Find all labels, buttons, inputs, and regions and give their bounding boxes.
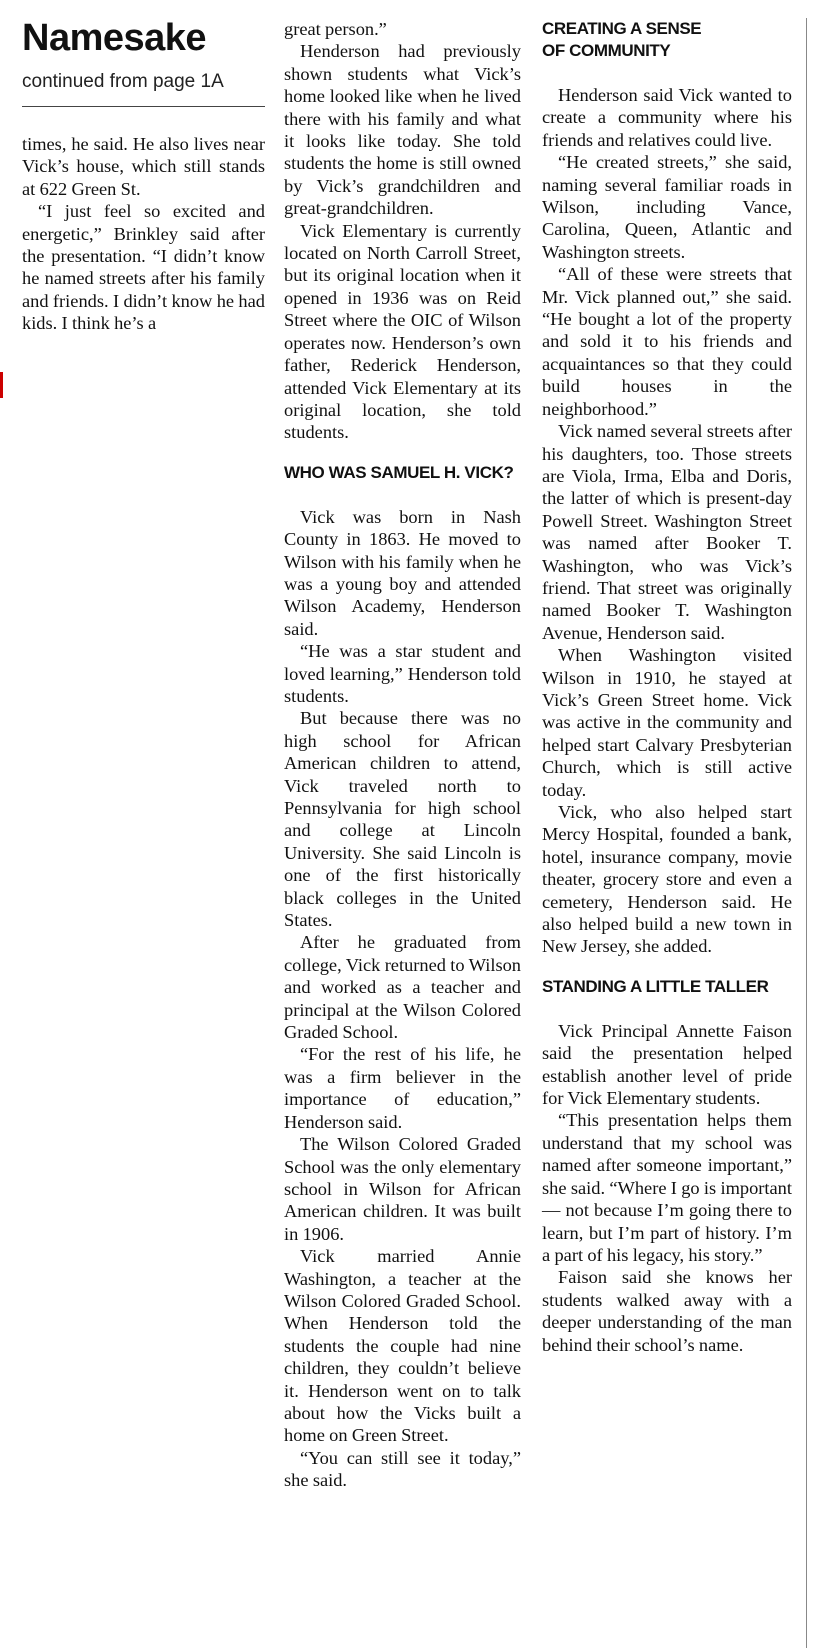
paragraph: “He was a star student and loved learning,” Henderson told students. bbox=[284, 641, 521, 706]
column-rule bbox=[806, 18, 807, 1648]
paragraph: Vick Elementary is currently located on North Carroll Street, but its original location when it opened in 1936 was on Reid Street where the OIC of Wilson operates now. Henderson’s own father, Rederick Henderson, attended Vick Elementary at its original location, she told students. bbox=[284, 220, 521, 443]
paragraph: But because there was no high school for African American children to attend, Vick traveled north to Pennsylvania for high school and college at Lincoln University. She said Lincoln is one of the first historically black colleges in the United States. bbox=[284, 708, 521, 931]
section-heading: WHO WAS SAMUEL H. VICK? bbox=[284, 462, 514, 482]
paragraph: When Washington visited Wilson in 1910, he stayed at Vick’s Green Street home. Vick was active in the community and helped start Calvary Presbyterian Church, which is still active today. bbox=[542, 645, 792, 800]
section-heading: CREATING A SENSE OF COMMUNITY bbox=[542, 19, 702, 60]
paragraph: The Wilson Colored Graded School was the only elementary school in Wilson for African American children. It was built in 1906. bbox=[284, 1134, 521, 1244]
paragraph: Henderson had previously shown students what Vick’s home looked like when he lived there with his family and what it looks like today. She told students the home is still owned by Vick’s grandchildren and great-grandchildren. bbox=[284, 41, 521, 219]
paragraph: After he graduated from college, Vick returned to Wilson and worked as a teacher and principal at the Wilson Colored Graded School. bbox=[284, 932, 521, 1043]
paragraph: “You can still see it today,” she said. bbox=[284, 1447, 521, 1491]
paragraph: “All of these were streets that Mr. Vick planned out,” she said. “He bought a lot of the property and sold it to his friends and acquaintances so that they could build houses in the neighborhood.” bbox=[542, 264, 792, 419]
section-heading: STANDING A LITTLE TALLER bbox=[542, 976, 769, 996]
paragraph: “He created streets,” she said, naming several familiar roads in Wilson, including Vance, Carolina, Queen, Atlantic and Washington streets. bbox=[542, 152, 792, 262]
margin-mark bbox=[0, 372, 3, 398]
paragraph: “For the rest of his life, he was a firm believer in the importance of education,” Henderson said. bbox=[284, 1044, 521, 1132]
paragraph: Vick married Annie Washington, a teacher at the Wilson Colored Graded School. When Henderson told the students the couple had nine children, they couldn’t believe it. Henderson went on to talk about how the Vicks built a home on Green Street. bbox=[284, 1246, 521, 1446]
paragraph: “I just feel so excited and energetic,” Brinkley said after the presentation. “I didn’t know he named streets after his family and friends. I didn’t know he had kids. I think he’s a bbox=[22, 201, 265, 334]
paragraph: “This presentation helps them understand that my school was named after someone important,” she said. “Where I go is important — not because I’m going there to learn, but I’m part of history. I’m a part of his legacy, his story.” bbox=[542, 1110, 792, 1265]
paragraph: Vick, who also helped start Mercy Hospital, founded a bank, hotel, insurance company, movie theater, grocery store and even a cemetery, Henderson said. He also helped build a new town in New Jersey, she added. bbox=[542, 802, 792, 957]
column-2 bbox=[284, 18, 521, 1492]
paragraph: great person.” bbox=[284, 19, 387, 39]
headline: Namesake bbox=[22, 17, 207, 59]
continued-line: continued from page 1A bbox=[22, 71, 224, 92]
column-3 bbox=[542, 18, 792, 1356]
paragraph: Vick named several streets after his daughters, too. Those streets are Viola, Irma, Elba and Doris, the latter of which is present-day Powell Street. Washington Street was named after Booker T. Washington, who was Vick’s friend. That street was originally named Booker T. Washington Avenue, Henderson said. bbox=[542, 421, 792, 643]
paragraph: Faison said she knows her students walked away with a deeper understanding of the man behind their school’s name. bbox=[542, 1267, 792, 1355]
paragraph: Vick was born in Nash County in 1863. He moved to Wilson with his family when he was a young boy and attended Wilson Academy, Henderson said. bbox=[284, 506, 521, 639]
paragraph: Henderson said Vick wanted to create a community where his friends and relatives could live. bbox=[542, 85, 792, 150]
column-1 bbox=[22, 0, 265, 335]
paragraph: times, he said. He also lives near Vick’s house, which still stands at 622 Green St. bbox=[22, 134, 265, 199]
paragraph: Vick Principal Annette Faison said the presentation helped establish another level of pride for Vick Elementary students. bbox=[542, 1020, 792, 1109]
